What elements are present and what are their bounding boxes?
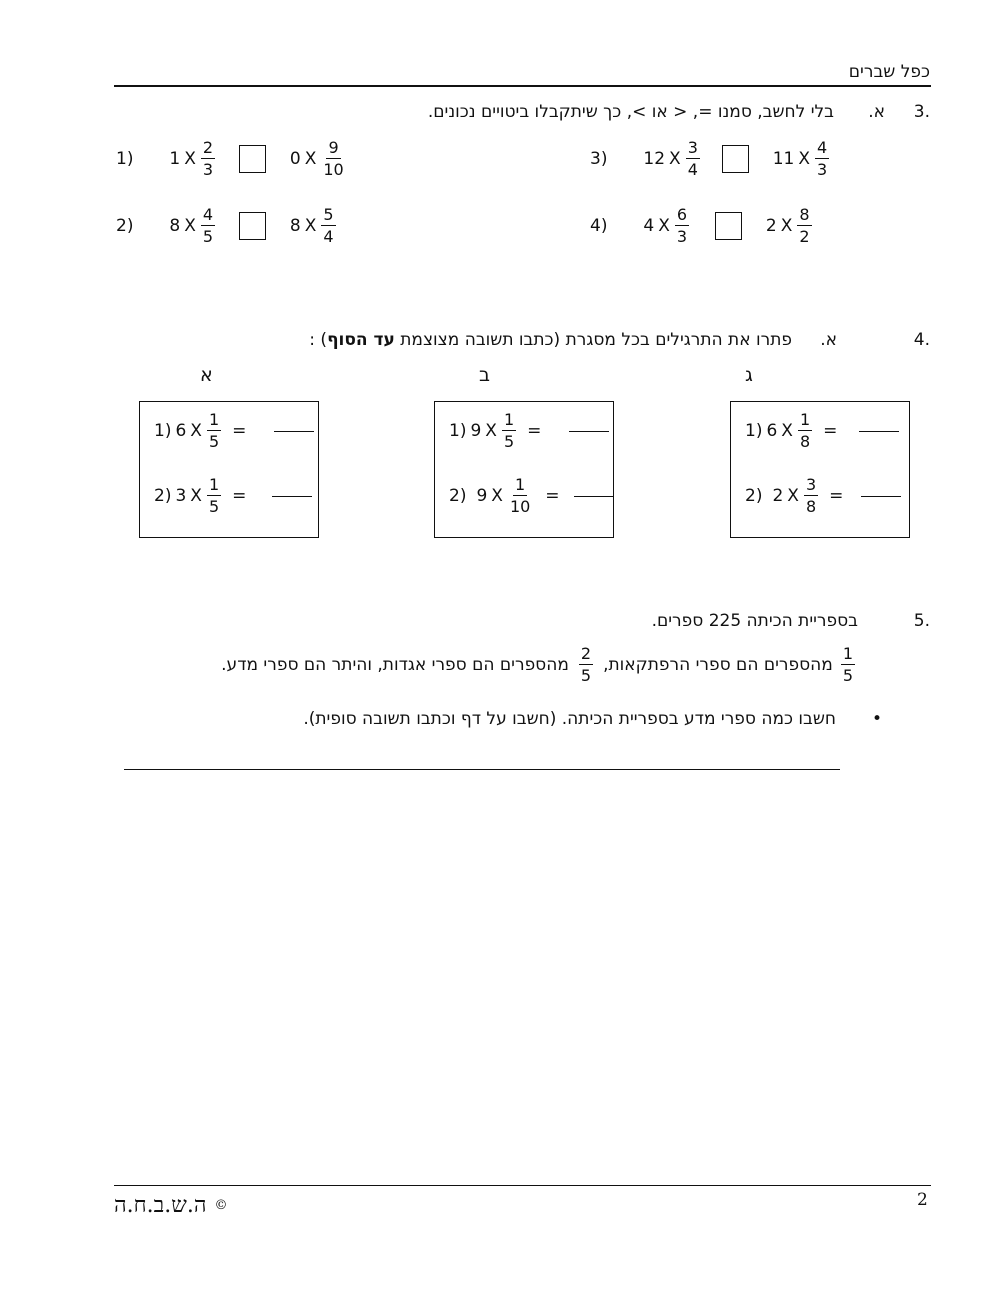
times-sign: X [798, 149, 810, 169]
q5-bullet-text: חשבו כמה ספרי מדע בספריית הכיתה. (חשבו על דף וכתבו תשובה סופית). [303, 709, 836, 729]
q3-left-expression [641, 207, 692, 245]
bullet-icon: • [872, 709, 883, 729]
times-sign: X [669, 149, 681, 169]
times-sign: X [304, 216, 317, 236]
q4-number: 4. [913, 330, 930, 350]
final-answer-line[interactable] [124, 769, 840, 770]
q3-right-expression [764, 207, 815, 245]
times-sign: X [491, 486, 503, 506]
numerator: 1 [799, 410, 811, 429]
fraction [675, 207, 689, 245]
page-number: 2 [917, 1190, 928, 1210]
q5-number: 5. [913, 611, 930, 631]
exercise-row [447, 412, 609, 450]
answer-blank[interactable] [574, 496, 614, 497]
times-sign: X [184, 216, 196, 236]
denominator: 10 [323, 160, 344, 179]
equals-sign: = [545, 486, 560, 506]
fraction-two-fifths [579, 646, 593, 684]
q3-item-index: 2) [116, 216, 134, 236]
whole-number: 9 [476, 486, 488, 506]
compare-answer-box[interactable] [239, 145, 266, 173]
fraction [804, 477, 818, 515]
q3-right-expression [288, 140, 349, 178]
times-sign: X [304, 149, 317, 169]
exercise-index: 2) [745, 486, 763, 506]
exercise-box-alef [139, 401, 319, 538]
exercise-box-bet [434, 401, 614, 538]
whole-number: 6 [175, 421, 187, 441]
numerator: 1 [515, 475, 526, 494]
whole-number: 4 [643, 216, 655, 236]
answer-blank[interactable] [859, 431, 899, 432]
numerator: 8 [799, 205, 810, 224]
whole-number: 8 [289, 216, 301, 236]
fraction [321, 140, 345, 178]
q3-left-expression [167, 140, 218, 178]
q3-left-expression [167, 207, 218, 245]
fraction [508, 477, 532, 515]
numerator: 1 [842, 644, 853, 663]
q4-instruction-bold: עד הסוף [327, 330, 395, 350]
exercise-row [743, 412, 899, 450]
q4-instruction [309, 330, 792, 350]
compare-answer-box[interactable] [715, 212, 742, 240]
exercise-index: 1) [745, 421, 763, 441]
fraction [502, 412, 516, 450]
whole-number: 9 [470, 421, 482, 441]
denominator: 5 [208, 432, 220, 451]
whole-number: 12 [643, 149, 666, 169]
exercise-index: 2) [449, 486, 467, 506]
q3-item-index: 4) [590, 216, 608, 236]
fraction [207, 477, 221, 515]
exercise-index: 2) [154, 486, 172, 506]
exercise-row [152, 412, 314, 450]
fraction [321, 207, 335, 245]
q3-item-2 [116, 207, 339, 245]
page-header-title: כפל שברים [848, 62, 930, 82]
numerator: 2 [580, 644, 592, 663]
denominator: 5 [202, 227, 214, 246]
whole-number: 11 [772, 149, 795, 169]
numerator: 6 [676, 205, 688, 224]
fraction [207, 412, 221, 450]
denominator: 3 [202, 160, 214, 179]
denominator: 3 [817, 160, 828, 179]
numerator: 3 [687, 138, 698, 157]
group-label-gimel: ג [745, 364, 753, 386]
whole-number: 3 [175, 486, 187, 506]
whole-number: 6 [766, 421, 778, 441]
denominator: 10 [509, 497, 531, 516]
compare-answer-box[interactable] [239, 212, 266, 240]
whole-number: 0 [289, 149, 301, 169]
times-sign: X [485, 421, 497, 441]
equals-sign: = [232, 486, 247, 506]
exercise-row [447, 477, 614, 515]
numerator: 4 [202, 205, 214, 224]
q4-instruction-text: פתרו את התרגילים בכל מסגרת (כתבו תשובה מצוצמת [394, 330, 792, 350]
numerator: 1 [208, 475, 220, 494]
denominator: 5 [580, 666, 592, 685]
denominator: 3 [676, 227, 688, 246]
fraction [686, 140, 700, 178]
times-sign: X [190, 486, 202, 506]
times-sign: X [787, 486, 799, 506]
denominator: 5 [503, 432, 515, 451]
footer-rule [114, 1185, 931, 1186]
whole-number: 1 [169, 149, 181, 169]
equals-sign: = [823, 421, 838, 441]
q3-letter: א. [868, 102, 885, 122]
equals-sign: = [232, 421, 247, 441]
denominator: 5 [842, 666, 853, 685]
numerator: 1 [503, 410, 515, 429]
copyright-icon: © [214, 1197, 228, 1213]
whole-number: 8 [169, 216, 181, 236]
fraction-one-fifth [841, 646, 855, 684]
answer-blank[interactable] [272, 496, 312, 497]
numerator: 2 [202, 138, 214, 157]
numerator: 5 [323, 205, 334, 224]
numerator: 1 [208, 410, 220, 429]
denominator: 4 [323, 227, 334, 246]
q5-line1: בספריית הכיתה 225 ספרים. [651, 611, 858, 631]
fraction [797, 207, 811, 245]
times-sign: X [190, 421, 202, 441]
q5-text-legends: מהספרים הם ספרי אגדות, והיתר הם ספרי מדע. [221, 655, 569, 675]
numerator: 3 [805, 475, 817, 494]
q3-left-expression [641, 140, 702, 178]
q3-instruction: בלי לחשב, סמנו =, < או >, כך שיתקבלו ביטויים נכונים. [427, 102, 834, 122]
fraction [798, 412, 812, 450]
answer-blank[interactable] [274, 431, 314, 432]
q3-item-index: 3) [590, 149, 608, 169]
q4-instruction-end: ) : [309, 330, 328, 350]
numerator: 9 [328, 138, 339, 157]
whole-number: 2 [765, 216, 777, 236]
denominator: 4 [687, 160, 698, 179]
footer-brand [114, 1192, 227, 1218]
q3-right-expression [771, 140, 832, 178]
q3-item-3 [590, 140, 832, 178]
q5-line2 [221, 646, 858, 684]
times-sign: X [658, 216, 670, 236]
q5-text-adventure: מהספרים הם ספרי הרפתקאות, [603, 655, 833, 675]
fraction [201, 140, 215, 178]
fraction [201, 207, 215, 245]
numerator: 4 [817, 138, 828, 157]
denominator: 8 [799, 432, 811, 451]
whole-number: 2 [772, 486, 784, 506]
q3-item-index: 1) [116, 149, 134, 169]
equals-sign: = [829, 486, 844, 506]
header-rule [114, 85, 931, 87]
times-sign: X [781, 421, 793, 441]
brand-name: ה.ש.ב.ח.ה [114, 1193, 207, 1218]
denominator: 8 [805, 497, 817, 516]
exercise-index: 1) [449, 421, 467, 441]
fraction [815, 140, 829, 178]
exercise-row [743, 477, 901, 515]
q3-item-4 [590, 207, 815, 245]
q3-right-expression [288, 207, 339, 245]
q3-number: 3. [913, 102, 930, 122]
times-sign: X [184, 149, 196, 169]
exercise-index: 1) [154, 421, 172, 441]
answer-blank[interactable] [861, 496, 901, 497]
exercise-box-gimel [730, 401, 910, 538]
denominator: 5 [208, 497, 220, 516]
denominator: 2 [799, 227, 810, 246]
group-label-bet: ב [479, 364, 490, 386]
compare-answer-box[interactable] [722, 145, 749, 173]
answer-blank[interactable] [569, 431, 609, 432]
equals-sign: = [527, 421, 542, 441]
q3-item-1 [116, 140, 349, 178]
exercise-row [152, 477, 312, 515]
times-sign: X [780, 216, 793, 236]
q4-letter: א. [820, 330, 837, 350]
group-label-alef: א [200, 364, 213, 386]
